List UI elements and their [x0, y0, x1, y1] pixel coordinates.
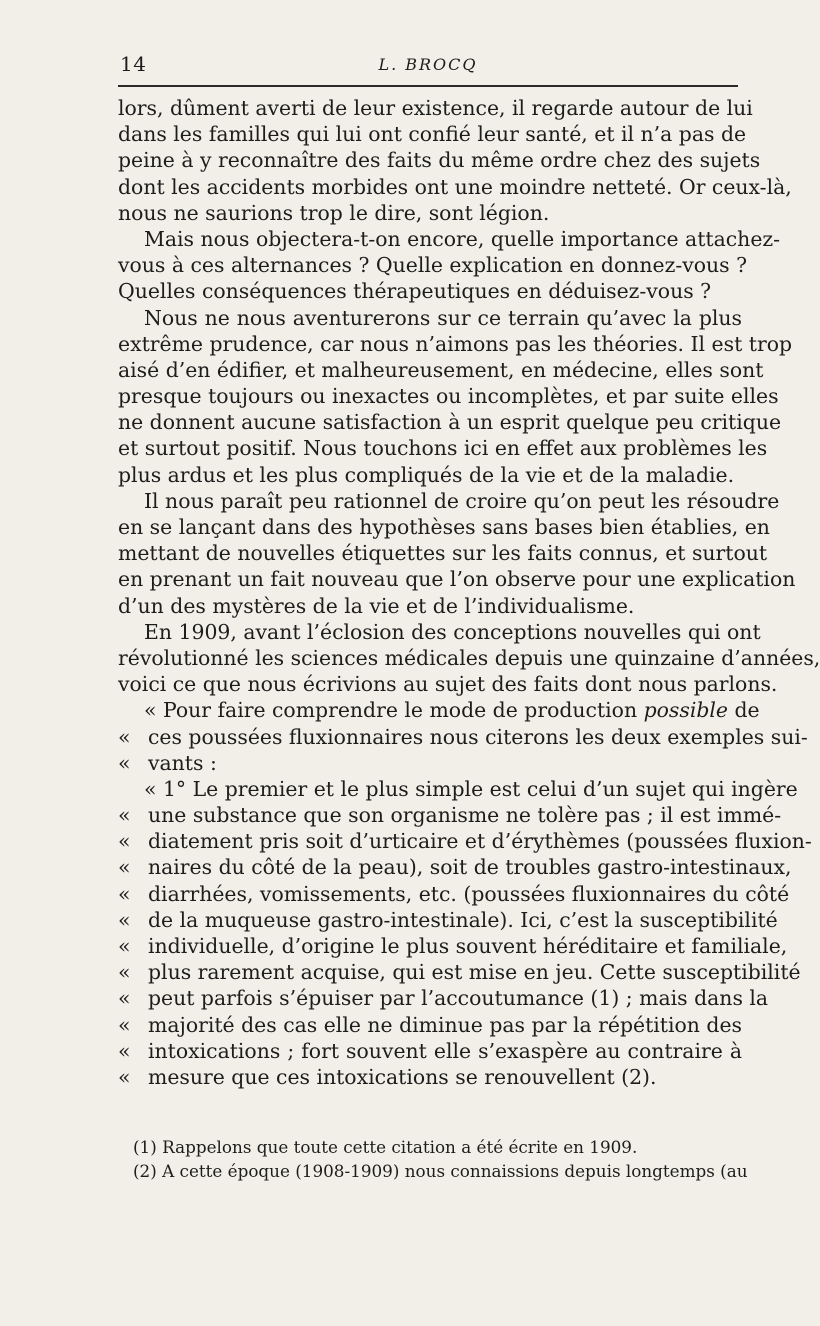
- text-line: vous à ces alternances ? Quelle explication en donnez-vous ?: [118, 253, 748, 278]
- quote-text: de: [727, 698, 760, 723]
- footnote: (2) A cette époque (1908-1909) nous connaissions depuis longtemps (au: [133, 1161, 748, 1181]
- quote-text: « Pour faire comprendre le mode de production: [144, 698, 644, 723]
- text-line: ne donnent aucune satisfaction à un esprit quelque peu critique: [118, 410, 782, 435]
- footnotes: [133, 1135, 748, 1183]
- header-rule: [118, 85, 738, 87]
- quote-line: « plus rarement acquise, qui est mise en jeu. Cette susceptibilité: [118, 959, 742, 985]
- text-line: Quelles conséquences thérapeutiques en déduisez-vous ?: [118, 279, 712, 304]
- text-line: En 1909, avant l’éclosion des conceptions nouvelles qui ont: [144, 619, 761, 644]
- quote-line: « mesure que ces intoxications se renouvellent (2).: [118, 1064, 742, 1090]
- text-line: d’un des mystères de la vie et de l’individualisme.: [118, 593, 635, 618]
- quote-line: « de la muqueuse gastro-intestinale). Ici, c’est la susceptibilité: [118, 907, 742, 933]
- text-line: aisé d’en édifier, et malheureusement, en médecine, elles sont: [118, 357, 764, 382]
- text-line: Il nous paraît peu rationnel de croire qu’on peut les résoudre: [144, 488, 780, 513]
- text-line: mettant de nouvelles étiquettes sur les faits connus, et surtout: [118, 541, 768, 566]
- quote-line: « peut parfois s’épuiser par l’accoutumance (1) ; mais dans la: [118, 985, 742, 1011]
- text-line: et surtout positif. Nous touchons ici en effet aux problèmes les: [118, 436, 768, 461]
- quote-line: « ces poussées fluxionnaires nous citerons les deux exemples sui-: [118, 724, 742, 750]
- text-line: voici ce que nous écrivions au sujet des faits dont nous parlons.: [118, 672, 778, 697]
- text-line: dans les familles qui lui ont confié leur santé, et il n’a pas de: [118, 122, 747, 147]
- text-line: presque toujours ou inexactes ou incomplètes, et par suite elles: [118, 384, 779, 409]
- text-line: en prenant un fait nouveau que l’on observe pour une explication: [118, 567, 796, 592]
- quote-line: « majorité des cas elle ne diminue pas par la répétition des: [118, 1012, 742, 1038]
- text-line: plus ardus et les plus compliqués de la vie et de la maladie.: [118, 462, 735, 487]
- text-line: Mais nous objectera-t-on encore, quelle importance attachez-: [144, 226, 781, 251]
- text-line: nous ne saurions trop le dire, sont légion.: [118, 200, 550, 225]
- text-line: en se lançant dans des hypothèses sans bases bien établies, en: [118, 515, 770, 539]
- text-line: extrême prudence, car nous n’aimons pas les théories. Il est trop: [118, 331, 793, 356]
- footnote: (1) Rappelons que toute cette citation a été écrite en 1909.: [133, 1137, 638, 1157]
- quote-line: « diatement pris soit d’urticaire et d’érythèmes (poussées fluxion-: [118, 828, 742, 854]
- quote-line: « intoxications ; fort souvent elle s’exaspère au contraire à: [118, 1038, 742, 1064]
- text-line: Nous ne nous aventurerons sur ce terrain qu’avec la plus: [144, 305, 742, 330]
- body-text: [118, 95, 820, 1090]
- text-line: lors, dûment averti de leur existence, il regarde autour de lui: [118, 96, 753, 120]
- quote-line: « 1° Le premier et le plus simple est celui d’un sujet qui ingère: [144, 776, 798, 801]
- quote-line: « une substance que son organisme ne tolère pas ; il est immé-: [118, 802, 742, 828]
- quote-line: [118, 697, 760, 723]
- text-line: dont les accidents morbides ont une moindre netteté. Or ceux-là,: [118, 174, 792, 199]
- text-line: peine à y reconnaître des faits du même ordre chez des sujets: [118, 148, 761, 173]
- page-header: [118, 50, 738, 80]
- quote-line: « diarrhées, vomissements, etc. (poussées fluxionnaires du côté: [118, 881, 742, 907]
- page-number: 14: [120, 52, 147, 76]
- text-line: révolutionné les sciences médicales depuis une quinzaine d’années,: [118, 645, 820, 670]
- quote-line: « vants :: [118, 750, 742, 776]
- emphasis-text: possible: [643, 698, 728, 723]
- running-head: L. BROCQ: [378, 55, 478, 74]
- quote-line: « naires du côté de la peau), soit de troubles gastro-intestinaux,: [118, 854, 742, 880]
- quote-line: « individuelle, d’origine le plus souvent héréditaire et familiale,: [118, 933, 742, 959]
